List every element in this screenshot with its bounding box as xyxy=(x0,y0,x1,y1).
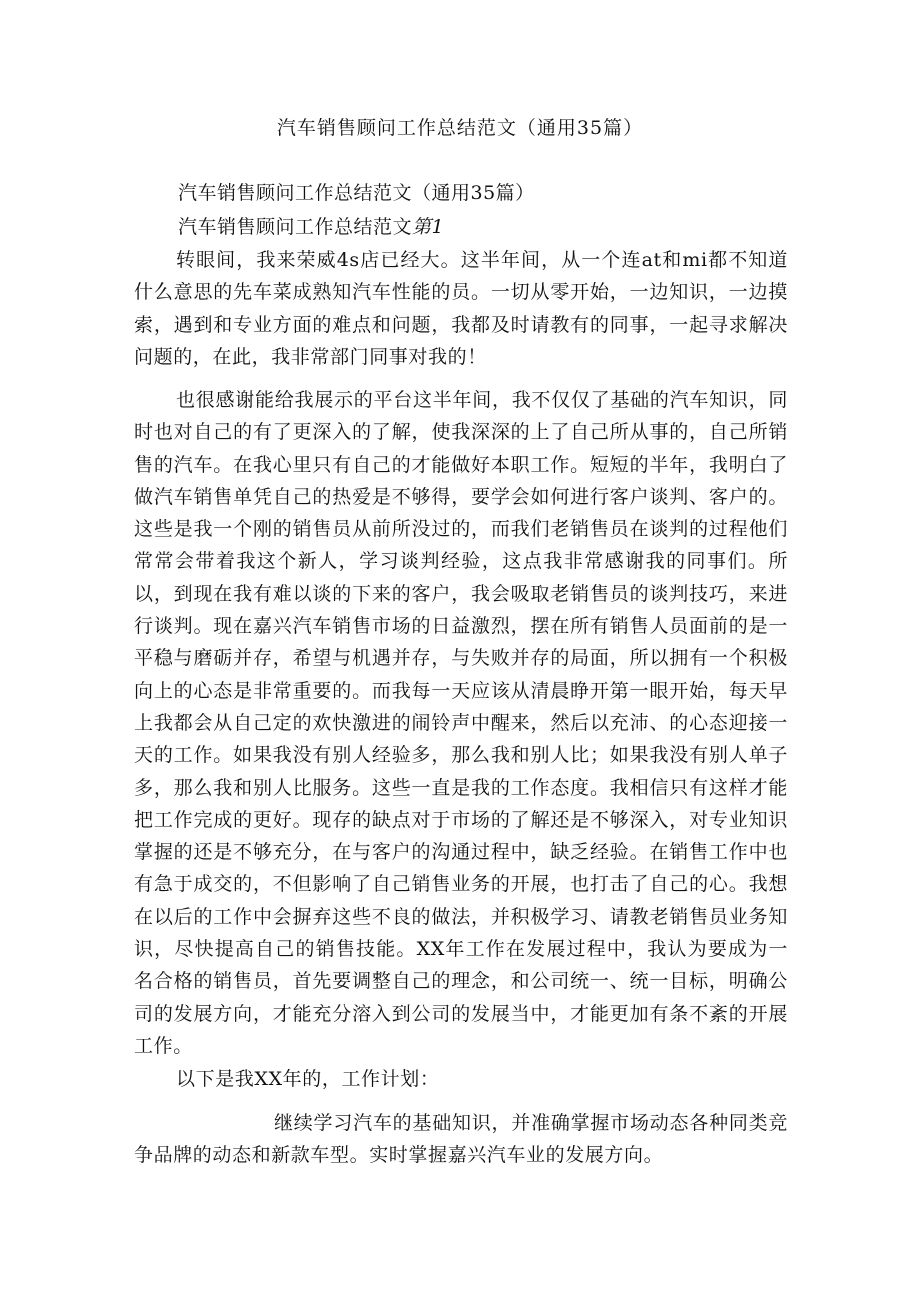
section-heading-number: 第1 xyxy=(412,216,445,238)
section-heading-text: 汽车销售顾问工作总结范文 xyxy=(178,216,413,238)
paragraph-4: 继续学习汽车的基础知识，并准确掌握市场动态各种同类竞争品牌的动态和新款车型。实时掌握嘉兴汽车业的发展方向。 xyxy=(134,1112,788,1167)
document-subtitle: 汽车销售顾问工作总结范文（通用35篇） xyxy=(178,182,535,204)
paragraph-1: 转眼间，我来荣威4s店已经大。这半年间，从一个连at和mi都不知道什么意思的先车菜成熟知汽车性能的员。一切从零开始，一边知识，一边摸索，遇到和专业方面的难点和问题，我都及时请教有的同事，一起寻求解决问题的，在此，我非常部门同事对我的！ xyxy=(134,249,788,368)
paragraph-3: 以下是我XX年的，工作计划： xyxy=(176,1068,440,1090)
section-heading xyxy=(178,213,444,241)
paragraph-2: 也很感谢能给我展示的平台这半年间，我不仅仅了基础的汽车知识，同时也对自己的有了更深入的了解，使我深深的上了自己所从事的，自己所销售的汽车。在我心里只有自己的才能做好本职工作。短短的半年，我明白了做汽车销售单凭自己的热爱是不够得，要学会如何进行客户谈判、客户的。这些是我一个刚的销售员从前所没过的，而我们老销售员在谈判的过程他们常常会带着我这个新人，学习谈判经验，这点我非常感谢我的同事们。所以，到现在我有难以谈的下来的客户，我会吸取老销售员的谈判技巧，来进行谈判。现在嘉兴汽车销售市场的日益激烈，摆在所有销售人员面前的是一平稳与磨砺并存，希望与机遇并存，与失败并存的局面，所以拥有一个积极向上的心态是非常重要的。而我每一天应该从清晨睁开第一眼开始，每天早上我都会从自己定的欢快激进的闹铃声中醒来，然后以充沛、的心态迎接一天的工作。如果我没有别人经验多，那么我和别人比；如果我没有别人单子多，那么我和别人比服务。这些一直是我的工作态度。我相信只有这样才能把工作完成的更好。现存的缺点对于市场的了解还是不够深入，对专业知识掌握的还是不够充分，在与客户的沟通过程中，缺乏经验。在销售工作中也有急于成交的，不但影响了自己销售业务的开展，也打击了自己的心。我想在以后的工作中会摒弃这些不良的做法，并积极学习、请教老销售员业务知识，尽快提高自己的销售技能。XX年工作在发展过程中，我认为要成为一名合格的销售员，首先要调整自己的理念，和公司统一、统一目标，明确公司的发展方向，才能充分溶入到公司的发展当中，才能更加有条不紊的开展工作。 xyxy=(134,389,788,1057)
document-title: 汽车销售顾问工作总结范文（通用35篇） xyxy=(276,117,644,139)
